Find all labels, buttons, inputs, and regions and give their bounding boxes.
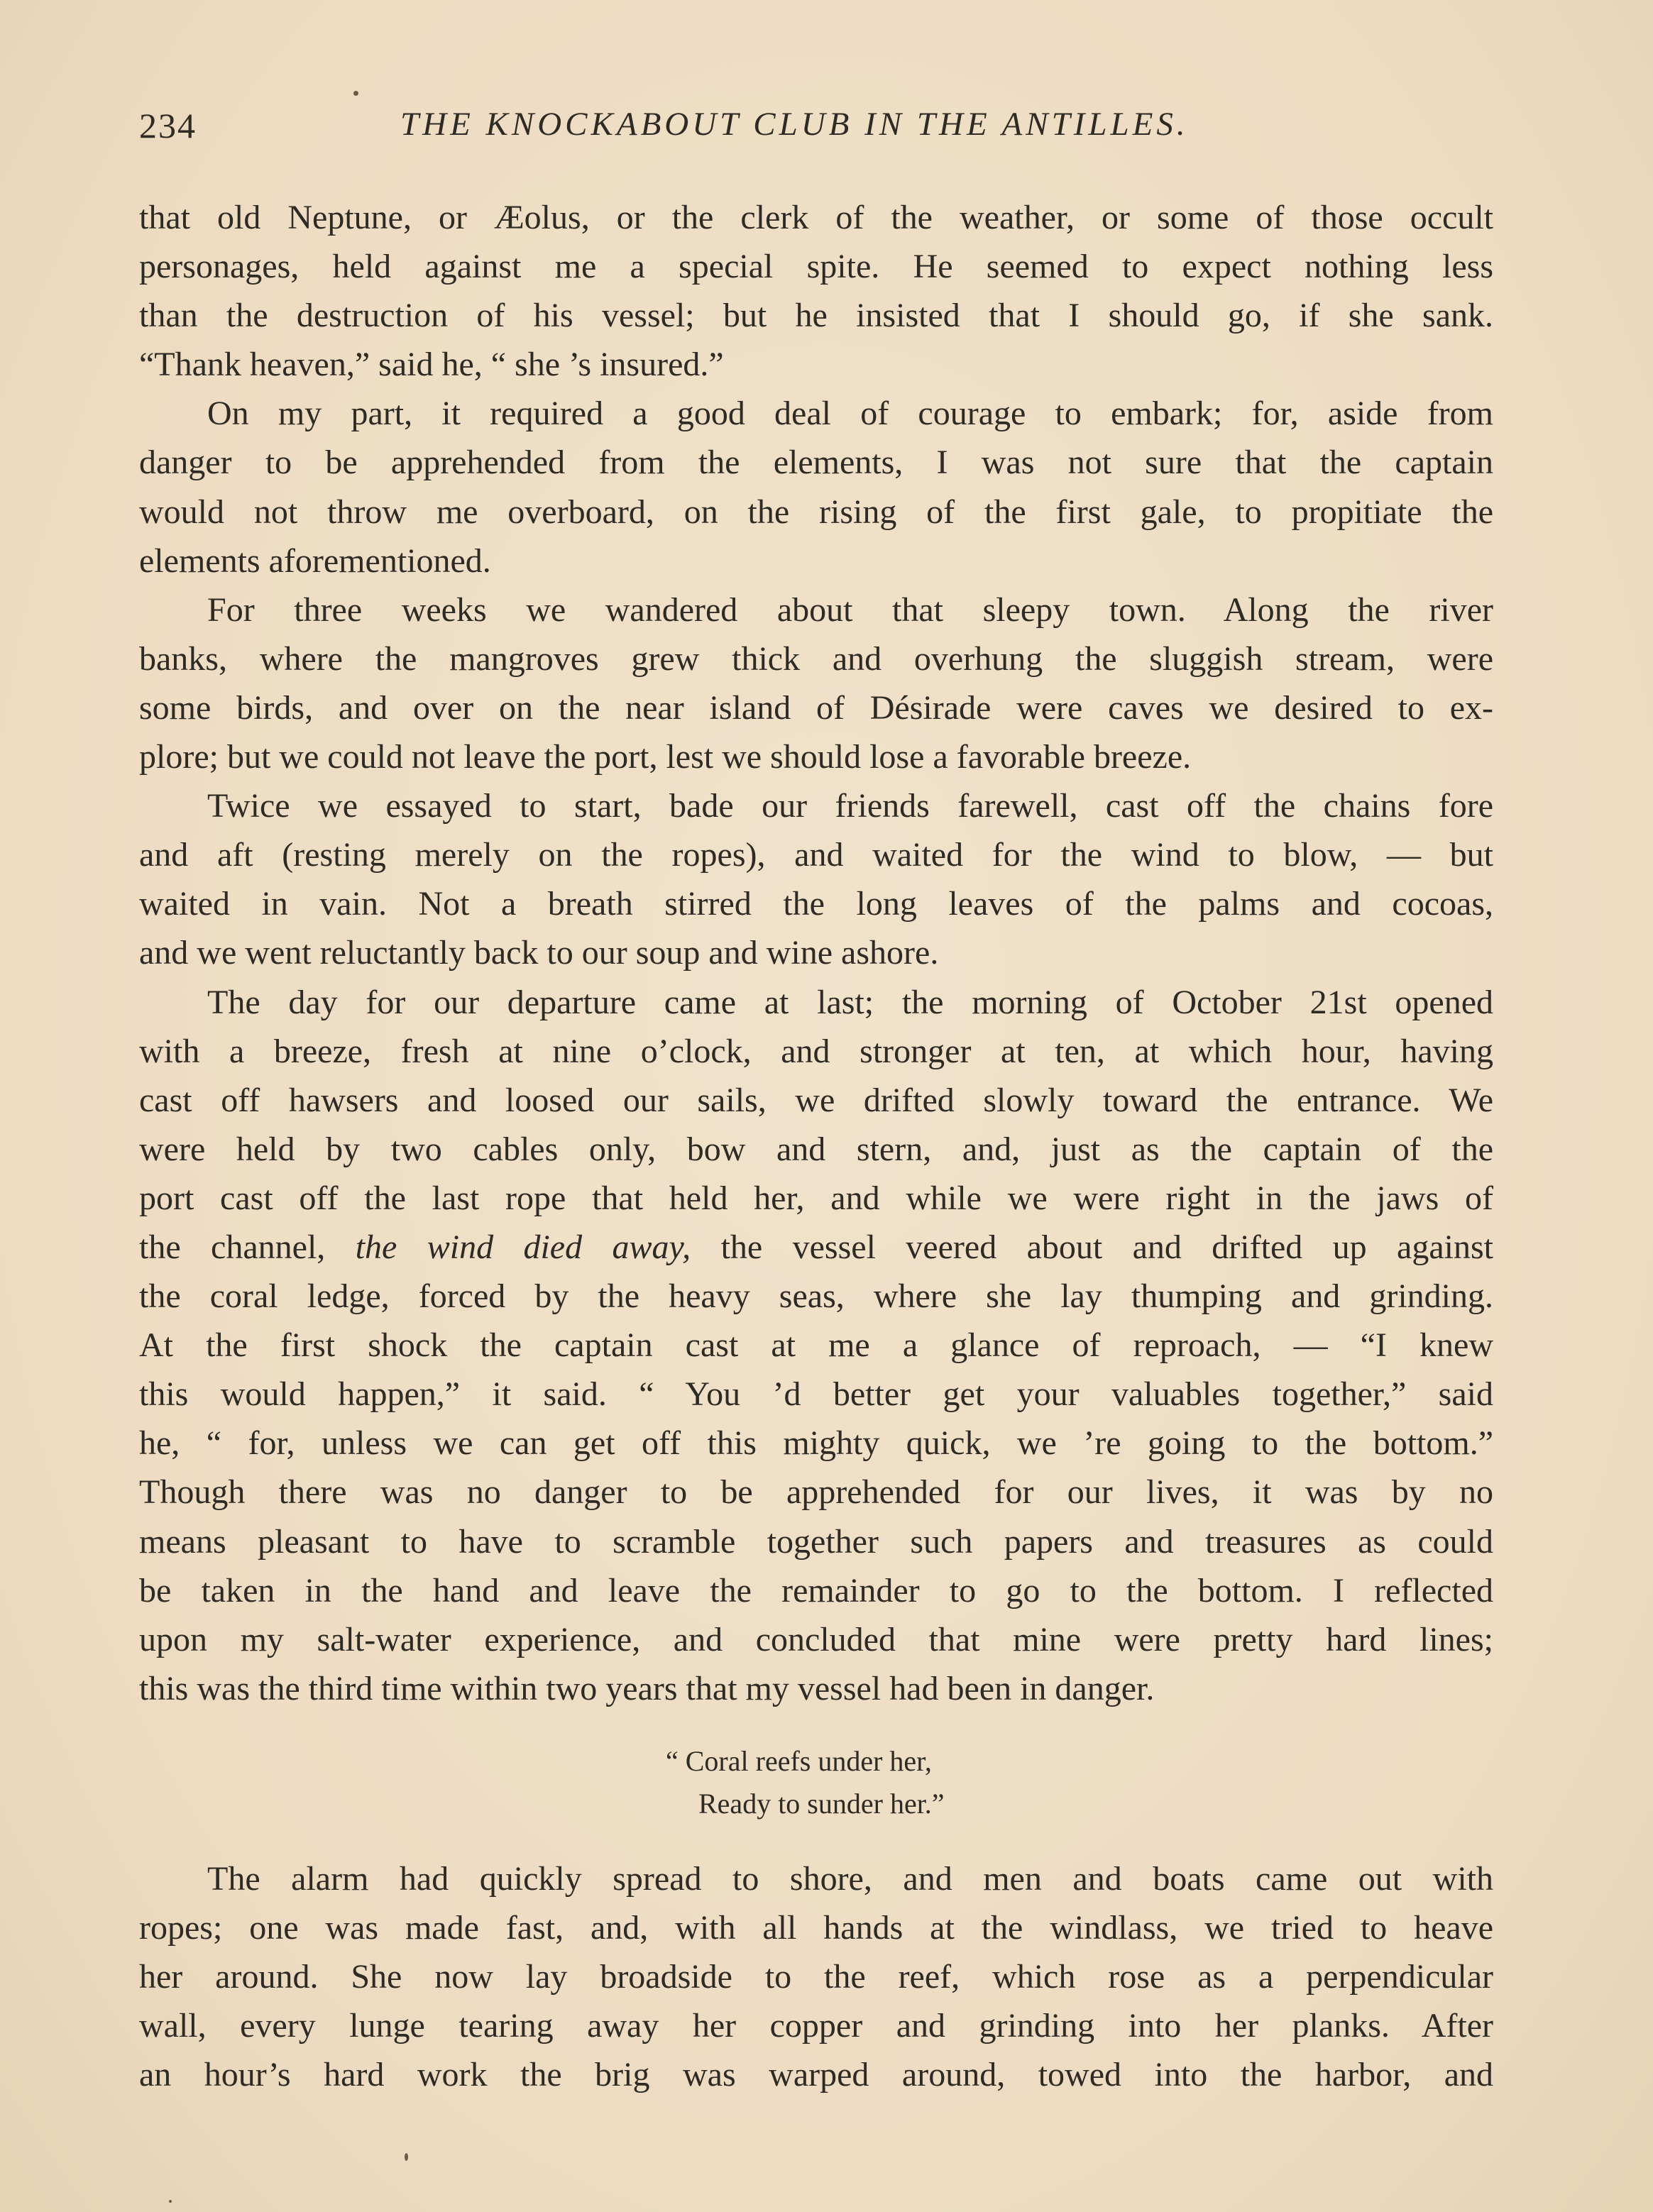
text-line: “Thank heaven,” said he, “ she ’s insured.” <box>139 346 724 384</box>
text-line: Though there was no danger to be apprehended for our lives, it was by no <box>139 1473 1493 1512</box>
text-line: and aft (resting merely on the ropes), and waited for the wind to blow, — but <box>139 836 1493 874</box>
body-text <box>139 193 1493 1713</box>
text-line: danger to be apprehended from the elements, I was not sure that the captain <box>139 444 1493 482</box>
text-line: some birds, and over on the near island of Désirade were caves we desired to ex- <box>139 688 1493 727</box>
page-number: 234 <box>139 106 197 145</box>
text-line: elements aforementioned. <box>139 541 491 580</box>
text-line-with-italic: the channel, the wind died away, the vessel veered about and drifted up against <box>139 1228 1494 1266</box>
ink-speck <box>353 91 358 96</box>
text-line: plore; but we could not leave the port, lest we should lose a favorable breeze. <box>139 738 1192 776</box>
text-line: were held by two cables only, bow and stern, and, just as the captain of the <box>139 1130 1493 1168</box>
verse-line: “ Coral reefs under her, <box>666 1745 932 1777</box>
text-line: waited in vain. Not a breath stirred the long leaves of the palms and cocoas, <box>139 885 1493 923</box>
verse-line: Ready to sunder her.” <box>698 1788 945 1820</box>
text-line: and we went reluctantly back to our soup and wine ashore. <box>139 934 939 972</box>
ink-speck <box>405 2153 408 2161</box>
running-title: THE KNOCKABOUT CLUB IN THE ANTILLES. <box>400 106 1189 143</box>
text-line: port cast off the last rope that held her, and while we were right in the jaws of <box>139 1179 1493 1217</box>
text-line: be taken in the hand and leave the remainder to go to the bottom. I reflected <box>139 1571 1493 1610</box>
paragraph-first-line: The day for our departure came at last; the morning of October 21st opened <box>207 983 1493 1021</box>
text-line: would not throw me overboard, on the rising of the first gale, to propitiate the <box>139 493 1493 531</box>
text-line: with a breeze, fresh at nine o’clock, and stronger at ten, at which hour, having <box>139 1032 1493 1070</box>
text-line: this was the third time within two years that my vessel had been in danger. <box>139 1669 1155 1707</box>
text-line: means pleasant to have to scramble together such papers and treasures as could <box>139 1522 1493 1561</box>
paragraph-first-line: For three weeks we wandered about that sleepy town. Along the river <box>207 590 1493 629</box>
text-line: that old Neptune, or Æolus, or the clerk of the weather, or some of those occult <box>139 199 1493 236</box>
text-line: he, “ for, unless we can get off this mighty quick, we ’re going to the bottom.” <box>139 1424 1493 1463</box>
text-line: the coral ledge, forced by the heavy seas, where she lay thumping and grinding. <box>139 1277 1493 1316</box>
text-line: upon my salt-water experience, and concluded that mine were pretty hard lines; <box>139 1620 1493 1658</box>
text-line: banks, where the mangroves grew thick and overhung the sluggish stream, were <box>139 639 1493 678</box>
text-line: an hour’s hard work the brig was warped around, towed into the harbor, and <box>139 2056 1493 2094</box>
text-line: personages, held against me a special spite. He seemed to expect nothing less <box>139 248 1493 286</box>
paragraph-first-line: On my part, it required a good deal of courage to embark; for, aside from <box>207 395 1493 433</box>
text-line: wall, every lunge tearing away her copper and grinding into her planks. After <box>139 2007 1493 2045</box>
running-head <box>139 105 1488 155</box>
paragraph-first-line: The alarm had quickly spread to shore, and men and boats came out with <box>207 1860 1493 1898</box>
ink-speck <box>169 2200 172 2203</box>
text-line: this would happen,” it said. “ You ’d better get your valuables together,” said <box>139 1375 1493 1414</box>
verse-quote <box>666 1740 945 1825</box>
text-line: cast off hawsers and loosed our sails, we drifted slowly toward the entrance. We <box>139 1081 1493 1119</box>
italic-phrase: the wind died away, <box>355 1228 691 1266</box>
text-line: ropes; one was made fast, and, with all hands at the windlass, we tried to heave <box>139 1909 1493 1947</box>
body-text-continued <box>139 1854 1493 2099</box>
text-line: At the first shock the captain cast at me a glance of reproach, — “I knew <box>139 1326 1493 1365</box>
paragraph-first-line: Twice we essayed to start, bade our friends farewell, cast off the chains fore <box>207 787 1493 825</box>
text-line: than the destruction of his vessel; but he insisted that I should go, if she sank. <box>139 297 1493 335</box>
text-line: her around. She now lay broadside to the reef, which rose as a perpendicular <box>139 1958 1493 1996</box>
